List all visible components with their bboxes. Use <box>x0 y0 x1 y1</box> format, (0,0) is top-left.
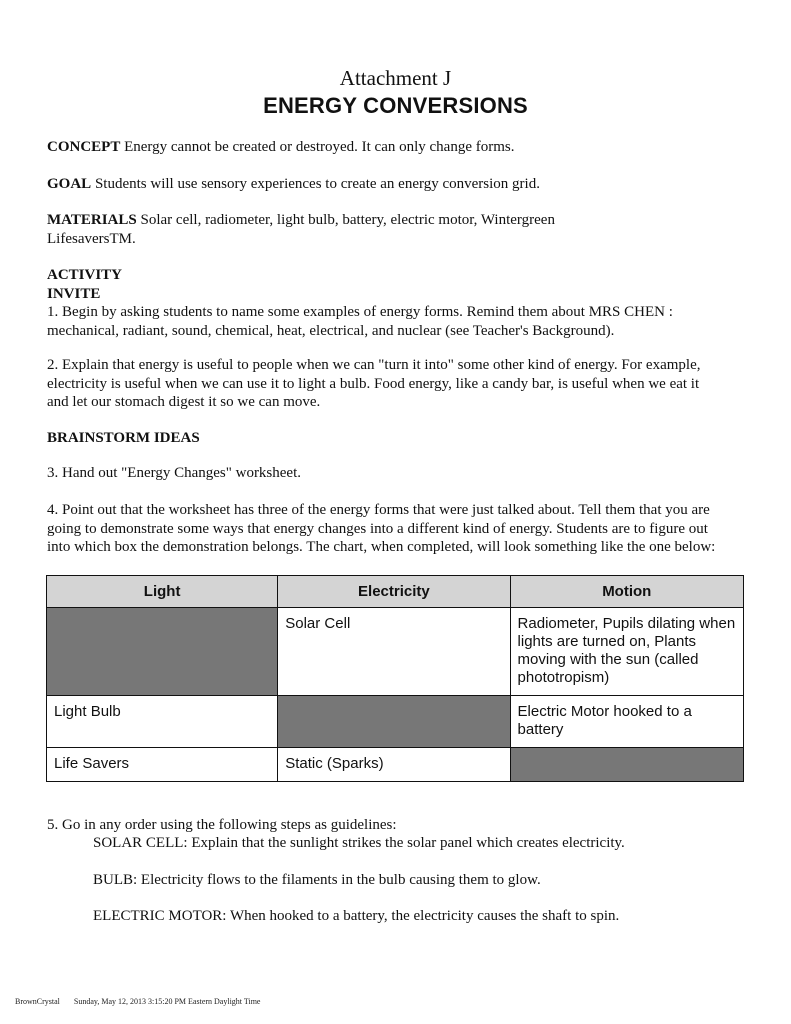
table-cell: Life Savers <box>47 748 278 782</box>
brainstorm-heading: BRAINSTORM IDEAS <box>47 430 200 446</box>
header-electricity: Electricity <box>278 576 510 608</box>
table-cell: Light Bulb <box>47 696 278 748</box>
concept-label: CONCEPT <box>47 139 121 155</box>
goal-paragraph <box>47 175 747 194</box>
table-cell: Electric Motor hooked to a battery <box>510 696 743 748</box>
table-row <box>47 748 744 782</box>
footer-timestamp: Sunday, May 12, 2013 3:15:20 PM Eastern Daylight Time <box>73 997 261 1006</box>
step2-line3: and let our stomach digest it so we can move. <box>47 394 321 410</box>
materials-paragraph <box>47 211 747 248</box>
concept-paragraph <box>47 138 747 157</box>
table-cell-shaded <box>510 748 743 782</box>
step4-line1: 4. Point out that the worksheet has three of the energy forms that were just talked about. Tell them that you are <box>47 502 710 518</box>
step5-bulb: BULB: Electricity flows to the filaments in the bulb causing them to glow. <box>93 872 541 888</box>
step4-paragraph <box>47 501 747 557</box>
table-cell-shaded <box>47 608 278 696</box>
step2-line2: electricity is useful when we can use it to light a bulb. Food energy, like a candy bar, is useful when we eat it <box>47 375 700 392</box>
attachment-label: Attachment J <box>339 66 452 90</box>
step2-line1: 2. Explain that energy is useful to people when we can "turn it into" some other kind of energy. For example, <box>47 357 701 373</box>
step5-intro: 5. Go in any order using the following steps as guidelines: <box>47 817 397 833</box>
table-cell: Radiometer, Pupils dilating when lights are turned on, Plants moving with the sun (called phototropism) <box>510 608 743 696</box>
table-cell: Solar Cell <box>278 608 510 696</box>
step4-line3: into which box the demonstration belongs. The chart, when completed, will look something like the one below: <box>47 539 716 555</box>
step1-line2: mechanical, radiant, sound, chemical, heat, electrical, and nuclear (see Teacher's Background). <box>47 322 615 339</box>
step3-paragraph: 3. Hand out "Energy Changes" worksheet. <box>47 465 302 481</box>
step2-paragraph <box>47 356 747 412</box>
materials-text-line2: LifesaversTM. <box>47 230 136 247</box>
goal-text: Students will use sensory experiences to create an energy conversion grid. <box>91 176 540 192</box>
page-title: ENERGY CONVERSIONS <box>263 93 528 118</box>
concept-text: Energy cannot be created or destroyed. It can only change forms. <box>120 139 515 155</box>
header-light: Light <box>47 576 278 608</box>
step5-electric-motor: ELECTRIC MOTOR: When hooked to a battery, the electricity causes the shaft to spin. <box>93 908 620 924</box>
materials-label: MATERIALS <box>47 212 137 228</box>
table-cell-shaded <box>278 696 510 748</box>
activity-section <box>47 266 747 340</box>
activity-heading: ACTIVITY <box>47 267 123 283</box>
table-row <box>47 696 744 748</box>
table-cell: Static (Sparks) <box>278 748 510 782</box>
header-motion: Motion <box>510 576 743 608</box>
goal-label: GOAL <box>47 176 92 192</box>
footer-author: BrownCrystal <box>15 997 60 1006</box>
table-header-row <box>47 576 744 608</box>
energy-conversion-table <box>46 575 744 782</box>
table-row <box>47 608 744 696</box>
page-footer <box>15 997 274 1006</box>
step4-line2: going to demonstrate some ways that energy changes into a different kind of energy. Students are to figure out <box>47 520 708 537</box>
step5-solar-cell: SOLAR CELL: Explain that the sunlight strikes the solar panel which creates electricity. <box>93 835 625 851</box>
materials-text-line1: Solar cell, radiometer, light bulb, battery, electric motor, Wintergreen <box>136 212 555 228</box>
step1-line1: 1. Begin by asking students to name some examples of energy forms. Remind them about MRS CHEN : <box>47 304 673 320</box>
invite-heading: INVITE <box>47 285 101 302</box>
